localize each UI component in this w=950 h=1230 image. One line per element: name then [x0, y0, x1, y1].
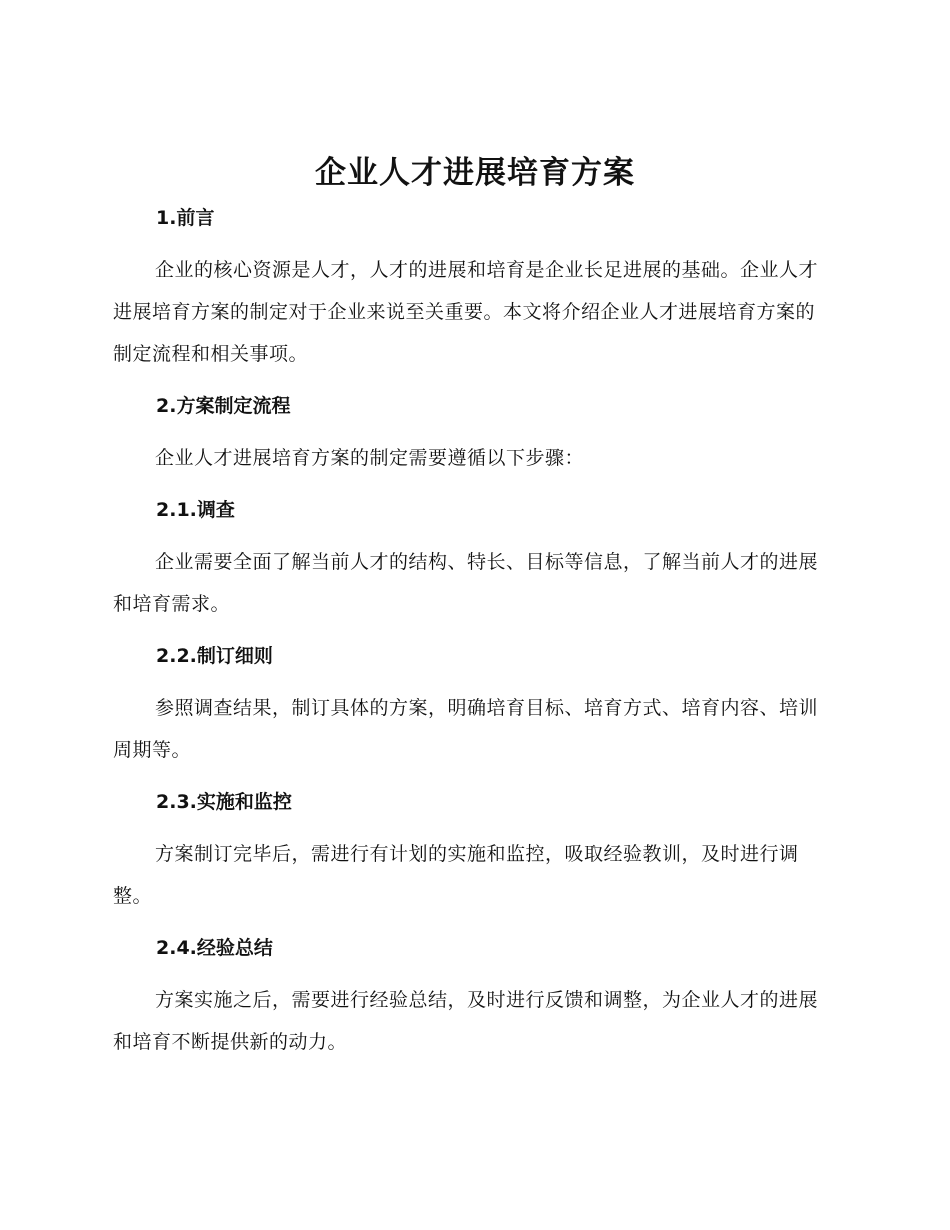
- section-heading-implementation: 2.3.实施和监控: [156, 791, 292, 813]
- paragraph-implementation: 方案制订完毕后，需进行有计划的实施和监控，吸取经验教训，及时进行调整。: [113, 843, 799, 907]
- document-title: 企业人才进展培育方案: [315, 155, 635, 191]
- section-heading-rules: 2.2.制订细则: [156, 645, 273, 667]
- section-heading-survey: 2.1.调查: [156, 499, 235, 521]
- document-body: [113, 196, 830, 1072]
- section-heading-summary: 2.4.经验总结: [156, 937, 273, 959]
- paragraph-summary: 方案实施之后，需要进行经验总结，及时进行反馈和调整，为企业人才的进展和培育不断提供新的动力。: [113, 989, 819, 1053]
- paragraph-rules: 参照调查结果，制订具体的方案，明确培育目标、培育方式、培育内容、培训周期等。: [113, 697, 819, 761]
- section-heading-preface: 1.前言: [156, 207, 215, 229]
- paragraph-survey: 企业需要全面了解当前人才的结构、特长、目标等信息，了解当前人才的进展和培育需求。: [113, 551, 819, 615]
- paragraph-process-intro: 企业人才进展培育方案的制定需要遵循以下步骤：: [155, 447, 585, 469]
- section-heading-process: 2.方案制定流程: [156, 395, 291, 417]
- paragraph-preface: 企业的核心资源是人才，人才的进展和培育是企业长足进展的基础。企业人才进展培育方案的制定对于企业来说至关重要。本文将介绍企业人才进展培育方案的制定流程和相关事项。: [113, 259, 819, 365]
